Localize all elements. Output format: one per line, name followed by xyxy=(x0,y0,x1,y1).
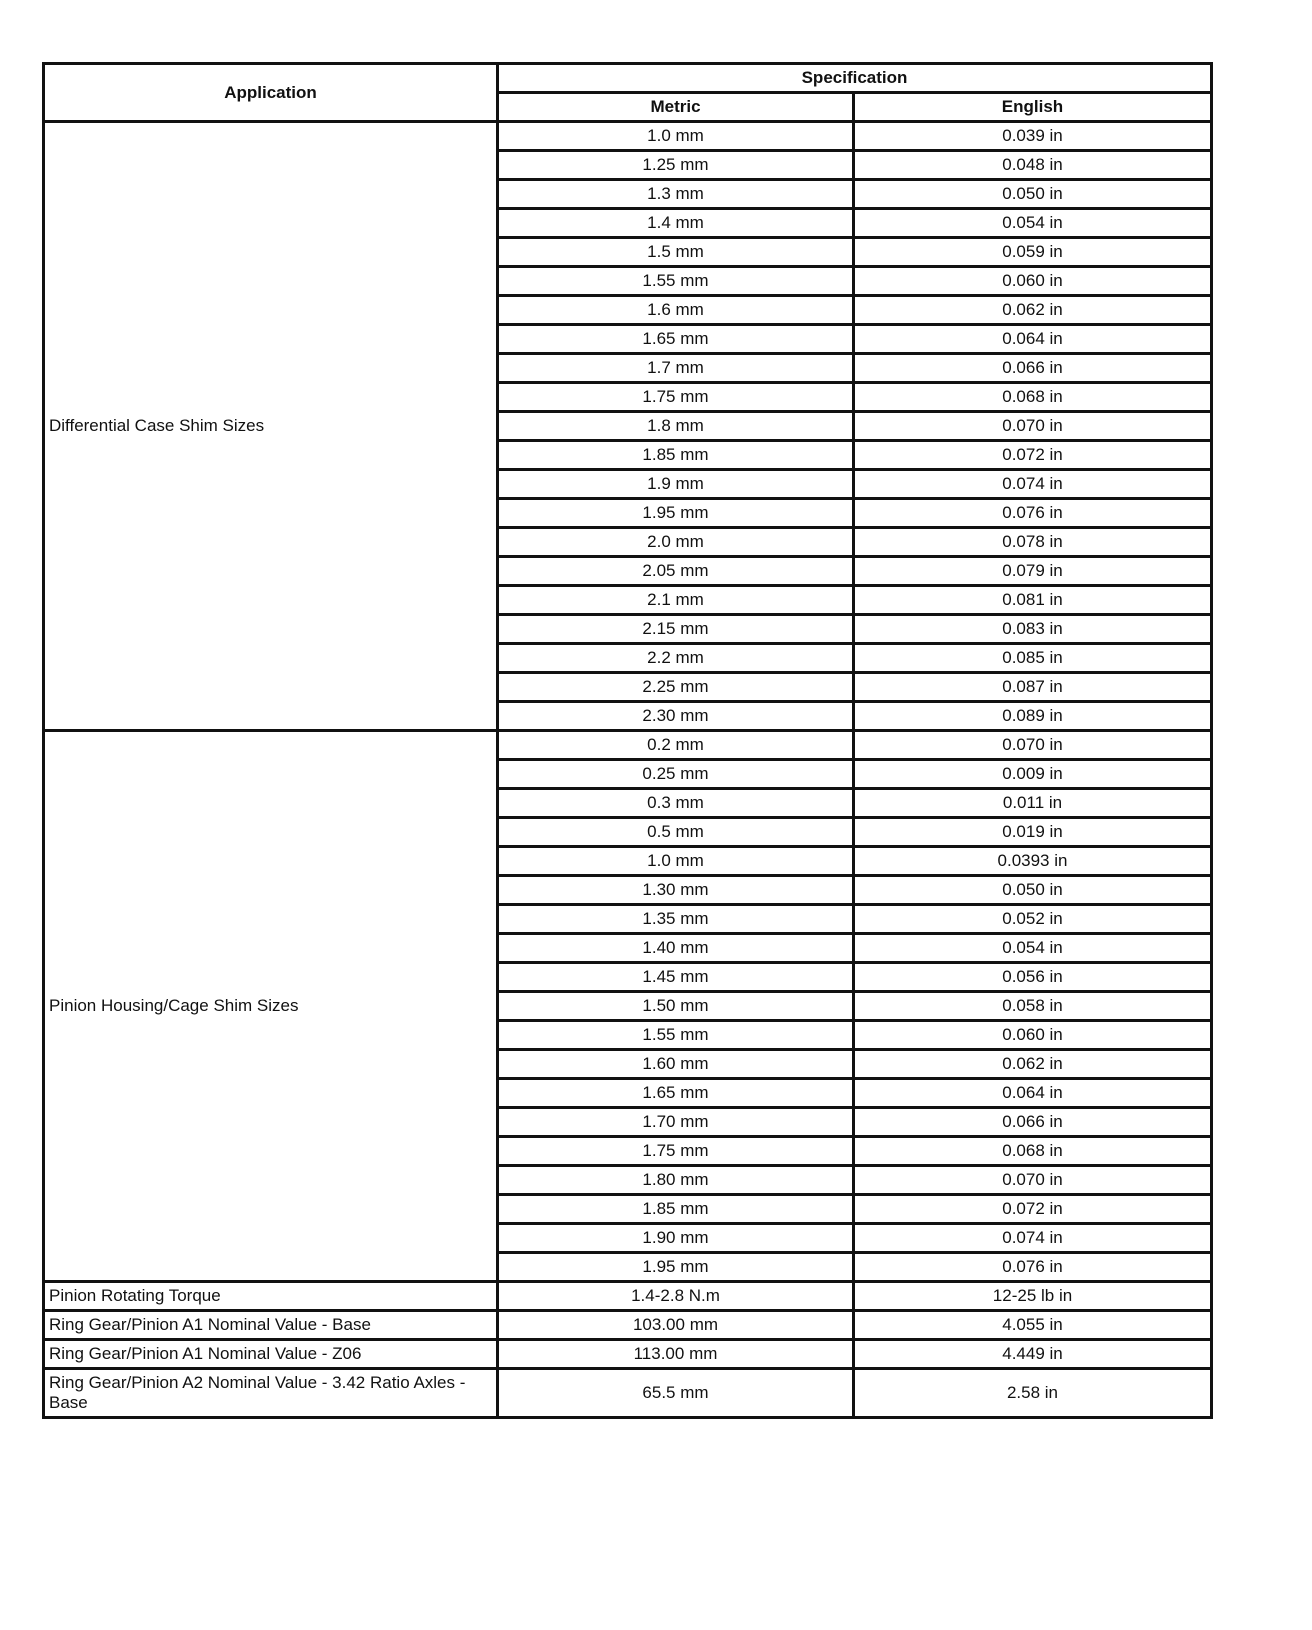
english-cell: 0.074 in xyxy=(854,1224,1212,1253)
english-cell: 0.076 in xyxy=(854,499,1212,528)
english-cell: 0.070 in xyxy=(854,412,1212,441)
metric-cell: 2.15 mm xyxy=(498,615,854,644)
metric-cell: 2.0 mm xyxy=(498,528,854,557)
metric-cell: 1.80 mm xyxy=(498,1166,854,1195)
english-cell: 0.050 in xyxy=(854,180,1212,209)
metric-cell: 1.85 mm xyxy=(498,1195,854,1224)
application-cell: Ring Gear/Pinion A2 Nominal Value - 3.42 Ratio Axles - Base xyxy=(44,1369,498,1418)
english-cell: 4.449 in xyxy=(854,1340,1212,1369)
english-cell: 0.054 in xyxy=(854,209,1212,238)
english-cell: 0.062 in xyxy=(854,296,1212,325)
metric-cell: 1.45 mm xyxy=(498,963,854,992)
metric-cell: 1.25 mm xyxy=(498,151,854,180)
metric-cell: 1.75 mm xyxy=(498,383,854,412)
metric-cell: 1.60 mm xyxy=(498,1050,854,1079)
english-cell: 0.0393 in xyxy=(854,847,1212,876)
table-row xyxy=(44,1369,1212,1418)
metric-cell: 1.35 mm xyxy=(498,905,854,934)
metric-cell: 2.2 mm xyxy=(498,644,854,673)
english-cell: 0.081 in xyxy=(854,586,1212,615)
metric-cell: 1.95 mm xyxy=(498,1253,854,1282)
metric-cell: 1.4 mm xyxy=(498,209,854,238)
table-row xyxy=(44,122,1212,151)
english-cell: 0.064 in xyxy=(854,325,1212,354)
table-row xyxy=(44,1340,1212,1369)
header-row-top xyxy=(44,64,1212,93)
english-cell: 0.054 in xyxy=(854,934,1212,963)
english-cell: 12-25 lb in xyxy=(854,1282,1212,1311)
metric-cell: 1.75 mm xyxy=(498,1137,854,1166)
table-body xyxy=(44,122,1212,1418)
english-cell: 0.083 in xyxy=(854,615,1212,644)
header-english: English xyxy=(854,93,1212,122)
english-cell: 0.085 in xyxy=(854,644,1212,673)
metric-cell: 1.85 mm xyxy=(498,441,854,470)
english-cell: 0.078 in xyxy=(854,528,1212,557)
english-cell: 0.048 in xyxy=(854,151,1212,180)
metric-cell: 0.25 mm xyxy=(498,760,854,789)
english-cell: 4.055 in xyxy=(854,1311,1212,1340)
metric-cell: 1.8 mm xyxy=(498,412,854,441)
english-cell: 0.079 in xyxy=(854,557,1212,586)
english-cell: 0.064 in xyxy=(854,1079,1212,1108)
english-cell: 0.089 in xyxy=(854,702,1212,731)
english-cell: 0.068 in xyxy=(854,1137,1212,1166)
application-cell: Pinion Rotating Torque xyxy=(44,1282,498,1311)
english-cell: 0.070 in xyxy=(854,1166,1212,1195)
metric-cell: 113.00 mm xyxy=(498,1340,854,1369)
metric-cell: 1.90 mm xyxy=(498,1224,854,1253)
metric-cell: 1.70 mm xyxy=(498,1108,854,1137)
english-cell: 0.062 in xyxy=(854,1050,1212,1079)
english-cell: 0.072 in xyxy=(854,1195,1212,1224)
english-cell: 0.009 in xyxy=(854,760,1212,789)
application-cell: Pinion Housing/Cage Shim Sizes xyxy=(44,731,498,1282)
metric-cell: 1.65 mm xyxy=(498,1079,854,1108)
table-row xyxy=(44,1311,1212,1340)
english-cell: 0.076 in xyxy=(854,1253,1212,1282)
metric-cell: 1.50 mm xyxy=(498,992,854,1021)
metric-cell: 1.40 mm xyxy=(498,934,854,963)
metric-cell: 1.30 mm xyxy=(498,876,854,905)
metric-cell: 1.95 mm xyxy=(498,499,854,528)
metric-cell: 1.4-2.8 N.m xyxy=(498,1282,854,1311)
header-specification: Specification xyxy=(498,64,1212,93)
english-cell: 0.019 in xyxy=(854,818,1212,847)
metric-cell: 2.25 mm xyxy=(498,673,854,702)
english-cell: 0.059 in xyxy=(854,238,1212,267)
english-cell: 0.039 in xyxy=(854,122,1212,151)
metric-cell: 2.05 mm xyxy=(498,557,854,586)
metric-cell: 103.00 mm xyxy=(498,1311,854,1340)
english-cell: 0.052 in xyxy=(854,905,1212,934)
english-cell: 0.074 in xyxy=(854,470,1212,499)
english-cell: 0.068 in xyxy=(854,383,1212,412)
english-cell: 0.070 in xyxy=(854,731,1212,760)
english-cell: 0.060 in xyxy=(854,267,1212,296)
metric-cell: 2.1 mm xyxy=(498,586,854,615)
english-cell: 0.056 in xyxy=(854,963,1212,992)
metric-cell: 65.5 mm xyxy=(498,1369,854,1418)
metric-cell: 2.30 mm xyxy=(498,702,854,731)
metric-cell: 1.55 mm xyxy=(498,1021,854,1050)
metric-cell: 1.65 mm xyxy=(498,325,854,354)
metric-cell: 1.55 mm xyxy=(498,267,854,296)
application-cell: Differential Case Shim Sizes xyxy=(44,122,498,731)
metric-cell: 1.0 mm xyxy=(498,847,854,876)
metric-cell: 1.9 mm xyxy=(498,470,854,499)
specification-table xyxy=(42,62,1213,1419)
english-cell: 0.011 in xyxy=(854,789,1212,818)
table-row xyxy=(44,1282,1212,1311)
application-cell: Ring Gear/Pinion A1 Nominal Value - Z06 xyxy=(44,1340,498,1369)
metric-cell: 0.3 mm xyxy=(498,789,854,818)
metric-cell: 1.7 mm xyxy=(498,354,854,383)
english-cell: 0.087 in xyxy=(854,673,1212,702)
english-cell: 0.050 in xyxy=(854,876,1212,905)
metric-cell: 0.2 mm xyxy=(498,731,854,760)
header-application: Application xyxy=(44,64,498,122)
english-cell: 0.066 in xyxy=(854,1108,1212,1137)
english-cell: 0.058 in xyxy=(854,992,1212,1021)
metric-cell: 1.5 mm xyxy=(498,238,854,267)
metric-cell: 1.3 mm xyxy=(498,180,854,209)
english-cell: 0.072 in xyxy=(854,441,1212,470)
english-cell: 0.060 in xyxy=(854,1021,1212,1050)
application-cell: Ring Gear/Pinion A1 Nominal Value - Base xyxy=(44,1311,498,1340)
header-metric: Metric xyxy=(498,93,854,122)
english-cell: 2.58 in xyxy=(854,1369,1212,1418)
table-row xyxy=(44,731,1212,760)
metric-cell: 1.0 mm xyxy=(498,122,854,151)
english-cell: 0.066 in xyxy=(854,354,1212,383)
metric-cell: 1.6 mm xyxy=(498,296,854,325)
metric-cell: 0.5 mm xyxy=(498,818,854,847)
